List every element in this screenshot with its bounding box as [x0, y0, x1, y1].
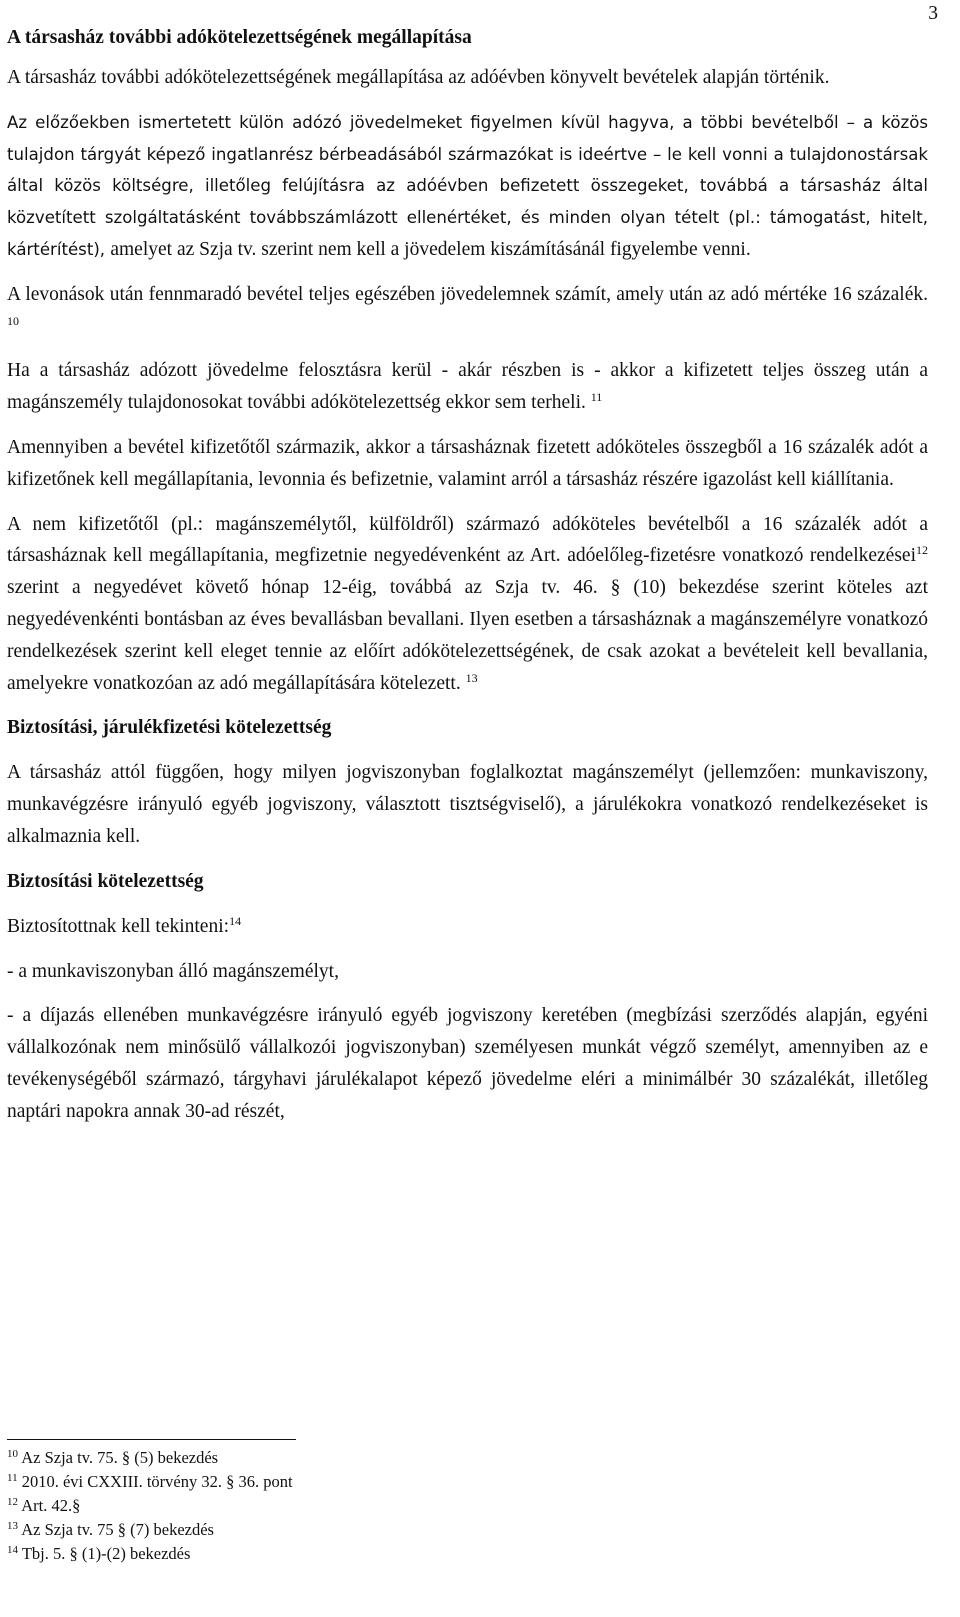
paragraph-insured-intro-text: Biztosítottnak kell tekinteni:: [7, 915, 230, 937]
footnote-ref-14[interactable]: 14: [229, 913, 242, 928]
footnote-12: $^{12}$ Art. 42.§: [7, 1495, 81, 1515]
paragraph-tax-rate: [7, 279, 928, 343]
paragraph-insured-intro: [7, 911, 928, 943]
paragraph-deductions-tail: amelyet az Szja tv. szerint nem kell a jövedelem kiszámításánál figyelembe venni.: [110, 238, 751, 260]
paragraph-employment: A társasház attól függően, hogy milyen jogviszonyban foglalkoztat magánszemélyt (jellemzően: munkaviszony, munkavégzésre irányuló egyéb jogviszony, választott tisztségviselő), a járulékokra vonatkozó rendelkezéseket is alkalmaznia kell.: [7, 762, 928, 847]
paragraph-distribution-text: Ha a társasház adózott jövedelme felosztásra kerül - akár részben is - akkor a kifizetett teljes összeg után a magánszemély tulajdonosokat további adókötelezettség ekkor sem terheli.: [7, 360, 928, 414]
paragraph-payer-income: Amennyiben a bevétel kifizetőtől származik, akkor a társasháznak fizetett adóköteles összegből a 16 százalék adót a kifizetőnek kell megállapítania, levonnia és befizetnie, valamint arról a társasház részére igazolást kell kiállítania.: [7, 436, 928, 490]
footnote-divider: [7, 1439, 296, 1440]
footnote-ref-12[interactable]: 12: [916, 543, 928, 558]
footnote-ref-11[interactable]: 11: [590, 389, 603, 404]
paragraph-non-payer-income: [7, 509, 928, 700]
paragraph-tax-intro: A társasház további adókötelezettségének megállapítása az adóévben könyvelt bevételek alapján történik.: [7, 67, 830, 88]
footnote-11: $^{11}$ 2010. évi CXXIII. törvény 32. § 36. pont: [7, 1471, 293, 1491]
footnote-14: $^{14}$ Tbj. 5. § (1)-(2) bekezdés: [7, 1543, 191, 1563]
list-item-employee: - a munkaviszonyban álló magánszemélyt,: [7, 960, 339, 982]
footnotes: [7, 1446, 293, 1566]
footnote-ref-13[interactable]: 13: [465, 670, 478, 685]
paragraph-distribution: [7, 355, 928, 419]
paragraph-tax-rate-text: A levonások után fennmaradó bevétel teljes egészében jövedelemnek számít, amely után az adó mértéke 16 százalék.: [7, 283, 928, 305]
page-content: [7, 22, 928, 1128]
paragraph-non-payer-text-a: A nem kifizetőtől (pl.: magánszemélytől, külföldről) származó adóköteles bevételből a 16 százalék adót a társasháznak kell megállapítania, megfizetnie negyedévenként az Art. adóelőleg-fizetésre vonatkozó rendelkezései: [7, 513, 928, 567]
paragraph-deductions: [7, 107, 928, 266]
list-item-other-relationship: - a díjazás ellenében munkavégzésre irányuló egyéb jogviszony keretében (megbízási szerződés alapján, egyéni vállalkozónak nem minősülő vállalkozói jogviszonyban) személyesen munkát végző személyt, amennyiben az e tevékenységéből származó, tárgyhavi járulékalapot képező jövedelme eléri a minimálbér 30 százalékát, illetőleg naptári napokra annak 30-ad részét,: [7, 1005, 928, 1122]
footnote-10: $^{10}$ Az Szja tv. 75. § (5) bekezdés: [7, 1447, 219, 1467]
section-heading-insurance-obligation: Biztosítási kötelezettség: [7, 870, 204, 892]
page-number: 3: [928, 3, 938, 24]
paragraph-non-payer-text-b: szerint a negyedévet követő hónap 12-éig, továbbá az Szja tv. 46. § (10) bekezdése szerint köteles azt negyedévenkénti bontásban az éves bevallásban bevallani. Ilyen esetben a társasháznak a magánszemélyre vonatkozó rendelkezések szerint kell eleget tennie az előírt adókötelezettségének, de csak azokat a bevételeit kell bevallania, amelyekre vonatkozóan az adó megállapítására kötelezett.: [7, 577, 928, 694]
footnote-ref-10[interactable]: 10: [7, 313, 19, 328]
section-heading-tax: A társasház további adókötelezettségének megállapítása: [7, 27, 472, 48]
footnote-13: $^{13}$ Az Szja tv. 75 § (7) bekezdés: [7, 1519, 214, 1539]
paragraph-deductions-text: Az előzőekben ismertetett külön adózó jövedelmeket figyelmen kívül hagyva, a többi bevételből – a közös tulajdon tárgyát képező ingatlanrész bérbeadásából származókat is ideértve – le kell vonni a tulajdonostársak által közös költségre, illetőleg felújításra az adóévben befizetett összegeket, továbbá a társasház által közvetített szolgáltatásként továbbszámlázott ellenértéket, és minden olyan tételt (pl.: támogatást, hitelt, kártérítést),: [7, 112, 928, 259]
section-heading-insurance-contribution: Biztosítási, járulékfizetési kötelezettség: [7, 717, 332, 739]
